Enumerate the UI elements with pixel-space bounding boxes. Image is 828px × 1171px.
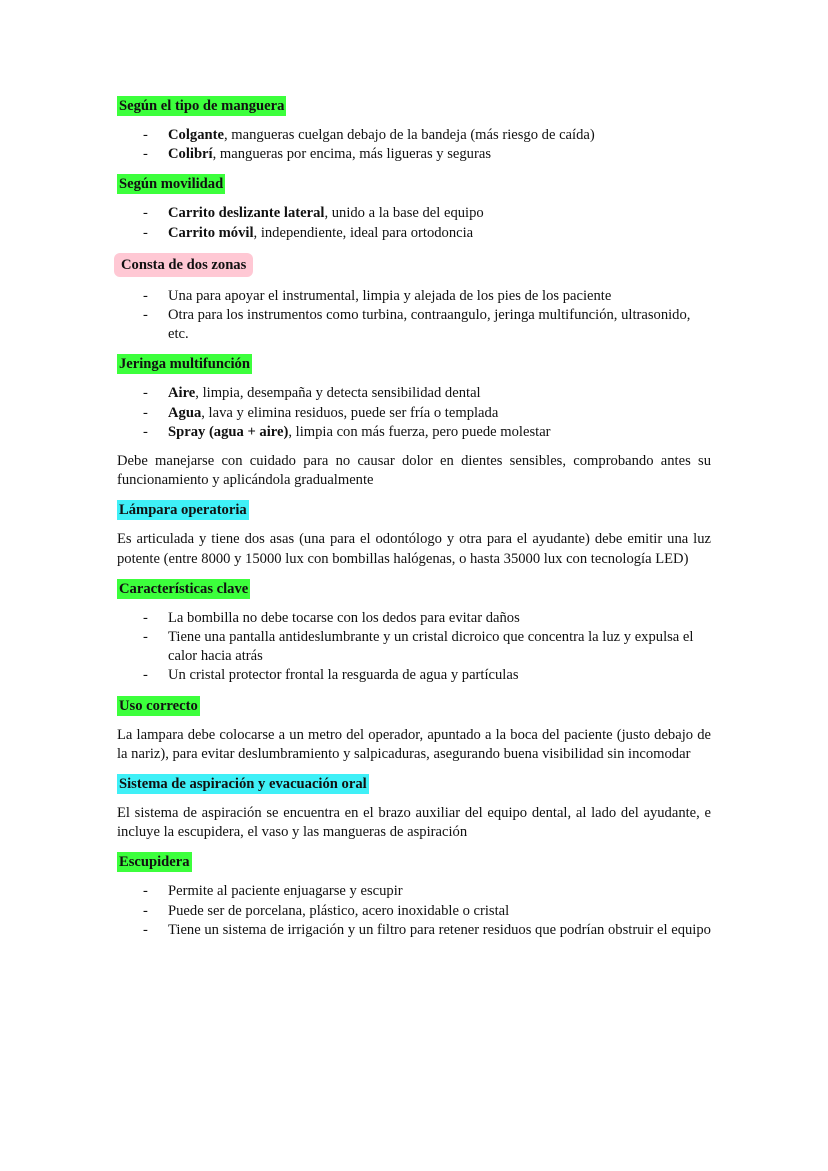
item-term: Spray (agua + aire) — [168, 423, 289, 440]
item-text: , mangueras cuelgan debajo de la bandeja (más riesgo de caída) — [223, 127, 595, 143]
list-item: - Tiene una pantalla antideslumbrante y un cristal dicroico que concentra la luz y expulsa el calor hacia atrás — [117, 628, 711, 666]
item-text: , limpia con más fuerza, pero puede molestar — [288, 423, 551, 440]
section-heading-zonas — [117, 253, 711, 277]
list-item: - Una para apoyar el instrumental, limpia y alejada de los pies de los paciente — [117, 287, 711, 306]
item-term: Carrito deslizante lateral — [168, 205, 325, 222]
list-movilidad — [117, 204, 711, 242]
list-jeringa — [117, 384, 711, 442]
section-heading-caracteristicas — [117, 579, 711, 599]
item-text: , mangueras por encima, más ligueras y seguras — [212, 146, 492, 163]
list-item: - Puede ser de porcelana, plástico, acero inoxidable o cristal — [117, 902, 711, 921]
list-item — [117, 224, 711, 243]
item-term: Colibrí — [168, 146, 213, 163]
section-heading-aspiracion — [117, 774, 711, 794]
section-heading-manguera — [117, 96, 711, 116]
item-text: , lava y elimina residuos, puede ser fría o templada — [201, 404, 499, 421]
section-heading-movilidad — [117, 174, 711, 194]
list-item — [117, 384, 711, 403]
heading-escupidera: Escupidera — [119, 854, 190, 871]
list-item — [117, 404, 711, 423]
paragraph-jeringa: Debe manejarse con cuidado para no causar dolor en dientes sensibles, comprobando antes su funcionamiento y aplicándola gradualmente — [117, 453, 711, 489]
heading-uso: Uso correcto — [119, 697, 198, 714]
heading-jeringa: Jeringa multifunción — [119, 356, 250, 373]
list-caracteristicas — [117, 609, 711, 686]
list-item: - La bombilla no debe tocarse con los dedos para evitar daños — [117, 609, 711, 628]
heading-manguera: Según el tipo de manguera — [119, 98, 285, 114]
item-text: , independiente, ideal para ortodoncia — [253, 224, 474, 241]
item-term: Colgante — [168, 127, 224, 143]
heading-aspiracion: Sistema de aspiración y evacuación oral — [119, 776, 367, 793]
paragraph-aspiracion: El sistema de aspiración se encuentra en el brazo auxiliar del equipo dental, al lado del ayudante, e incluye la escupidera, el vaso y las mangueras de aspiración — [117, 805, 711, 841]
item-term: Carrito móvil — [168, 224, 254, 241]
list-zonas — [117, 287, 711, 345]
list-item — [117, 126, 711, 145]
item-text: , limpia, desempaña y detecta sensibilidad dental — [195, 385, 481, 402]
paragraph-uso: La lampara debe colocarse a un metro del operador, apuntado a la boca del paciente (justo debajo de la nariz), para evitar deslumbramiento y salpicaduras, asegurando buena visibilidad sin incomodar — [117, 726, 711, 762]
list-item — [117, 423, 711, 442]
heading-caracteristicas: Características clave — [119, 580, 249, 597]
heading-movilidad: Según movilidad — [119, 176, 224, 193]
list-escupidera — [117, 882, 711, 940]
heading-zonas: Consta de dos zonas — [114, 253, 253, 277]
heading-lampara: Lámpara operatoria — [119, 502, 247, 519]
section-heading-uso — [117, 696, 711, 716]
list-manguera — [117, 126, 711, 164]
item-term: Aire — [168, 385, 196, 402]
list-item: - Permite al paciente enjuagarse y escupir — [117, 882, 711, 901]
item-term: Agua — [168, 404, 202, 421]
section-heading-lampara — [117, 500, 711, 520]
section-heading-escupidera — [117, 852, 711, 872]
section-heading-jeringa — [117, 354, 711, 374]
item-text: , unido a la base del equipo — [324, 205, 484, 222]
paragraph-lampara: Es articulada y tiene dos asas (una para el odontólogo y otra para el ayudante) debe emitir una luz potente (entre 8000 y 15000 lux con bombillas halógenas, o hasta 35000 lux con tecnología LED) — [117, 531, 711, 567]
list-item: - Un cristal protector frontal la resguarda de agua y partículas — [117, 666, 711, 685]
list-item: - Tiene un sistema de irrigación y un filtro para retener residuos que podrían obstruir el equipo — [117, 921, 711, 940]
list-item — [117, 204, 711, 223]
list-item — [117, 145, 711, 164]
list-item: - Otra para los instrumentos como turbina, contraangulo, jeringa multifunción, ultrasonido, etc. — [117, 306, 711, 344]
